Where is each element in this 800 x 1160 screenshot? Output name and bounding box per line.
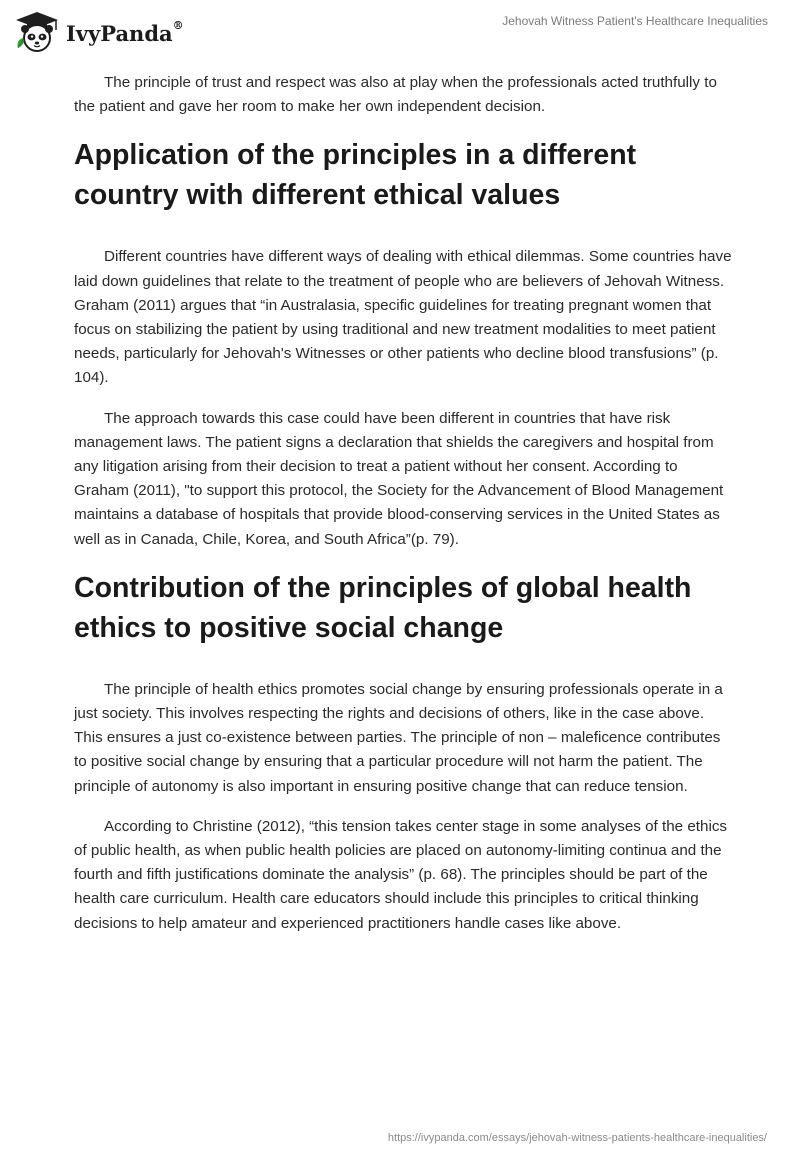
heading-contribution: Contribution of the principles of global health ethics to positive social change [74, 571, 692, 644]
paragraph-risk-management: The approach towards this case could have been different in countries that have risk management laws. The patient signs a declaration that shields the caregivers and hospital from any litigation arising from their decision to treat a patient without her consent. According to Graham (2011), "to support this protocol, the Society for the Advancement of Blood Management maintains a database of hospitals that provide blood-conserving services in the United States as well as in Canada, Chile, Korea, and South Africa”(p. 79). [74, 409, 724, 548]
brand-name: IvyPanda® [66, 18, 184, 46]
ivypanda-logo[interactable] [14, 10, 184, 54]
paragraph-trust-respect: The principle of trust and respect was also at play when the professionals acted truthfully to the patient and gave her room to make her own independent decision. [74, 74, 717, 116]
paragraph-social-change: The principle of health ethics promotes social change by ensuring professionals operate in a just society. This involves respecting the rights and decisions of others, like in the case above. This ensures a just co-existence between parties. The principle of non – maleficence contributes to positive social change by ensuring that a particular procedure will not harm the patient. The principle of autonomy is also important in ensuring positive change that can reduce tension. [74, 680, 723, 795]
paragraph-different-countries: Different countries have different ways of dealing with ethical dilemmas. Some countries have laid down guidelines that relate to the treatment of people who are believers of Jehovah Witness. Graham (2011) argues that “in Australasia, specific guidelines for treating pregnant women that focus on stabilizing the patient by using traditional and new treatment modalities to meet patient needs, particularly for Jehovah's Witnesses or other patients who decline blood transfusions” (p. 104). [74, 248, 732, 387]
source-url[interactable]: https://ivypanda.com/essays/jehovah-witness-patients-healthcare-inequalities/ [387, 1132, 767, 1144]
registered-mark: ® [172, 18, 184, 32]
page-header [0, 0, 800, 70]
heading-application: Application of the principles in a different country with different ethical values [74, 139, 637, 212]
paragraph-christine: According to Christine (2012), “this tension takes center stage in some analyses of the ethics of public health, as when public health policies are placed on autonomy-limiting continua and the fourth and fifth justifications dominate the analysis” (p. 68). The principles should be part of the health care curriculum. Health care educators should include this principles to critical thinking decisions to help amateur and experienced practitioners handle cases like above. [74, 817, 728, 932]
document-title: Jehovah Witness Patient's Healthcare Inequalities [502, 14, 768, 28]
panda-graduate-icon [14, 10, 60, 54]
essay-body [74, 71, 734, 952]
